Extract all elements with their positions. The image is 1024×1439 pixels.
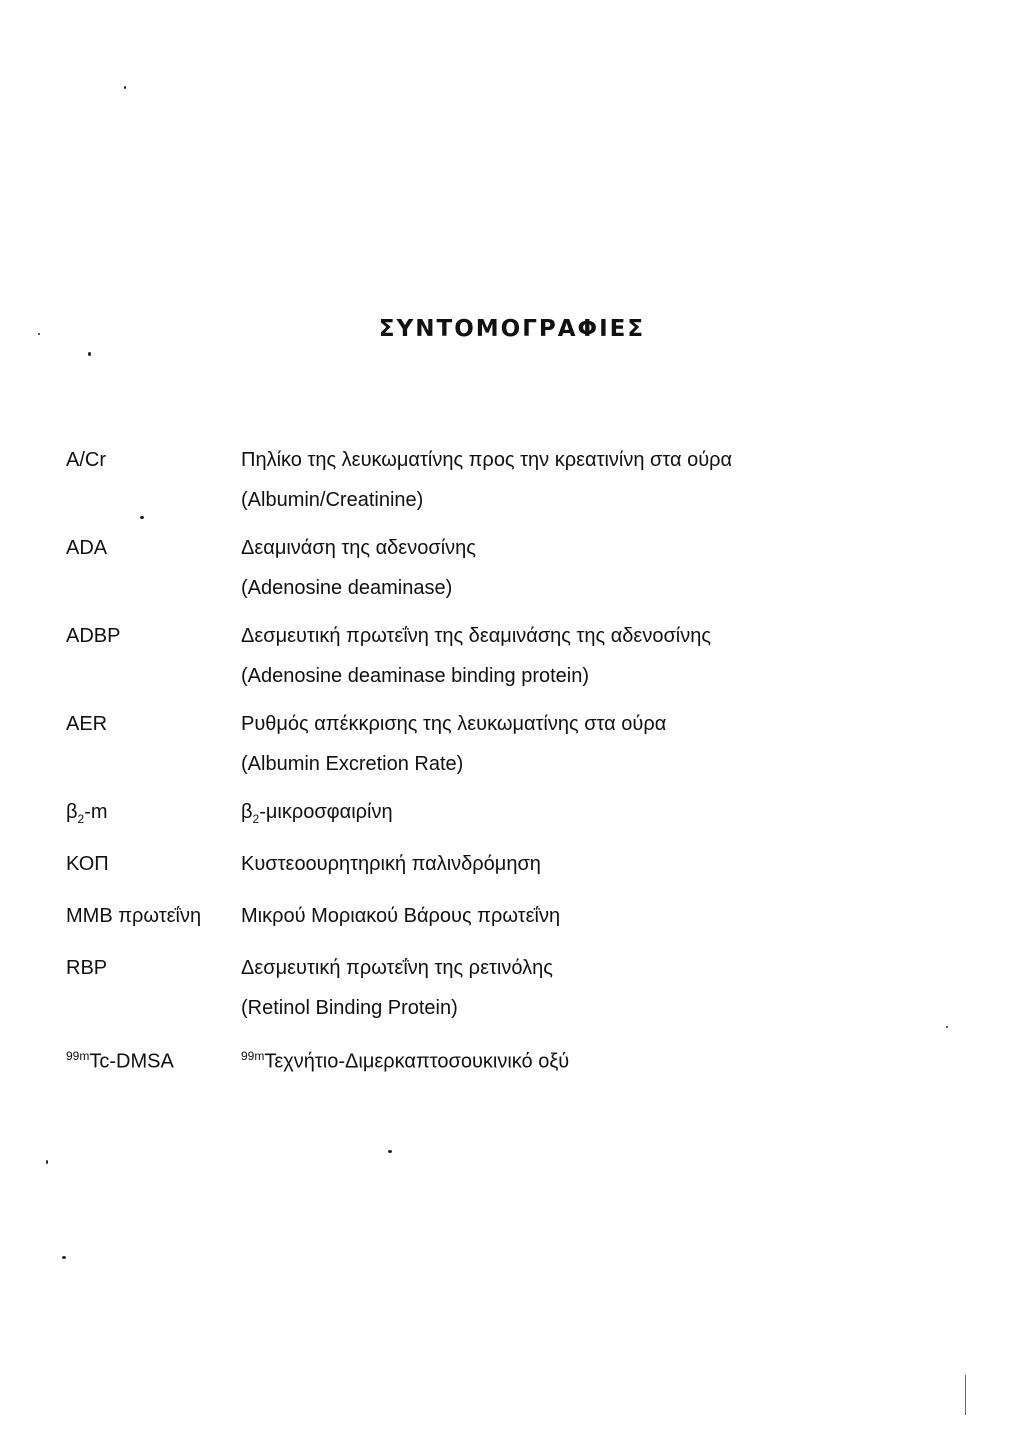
definition-rest: Τεχνήτιο-Διμερκαπτοσουκινικό οξύ bbox=[264, 1050, 570, 1073]
list-item bbox=[66, 704, 966, 792]
scan-line bbox=[965, 1375, 966, 1415]
definition bbox=[241, 528, 966, 608]
list-item bbox=[66, 896, 966, 948]
scan-speck bbox=[62, 1256, 66, 1259]
definition-superscript: 99m bbox=[241, 1049, 265, 1063]
abbreviation-rest: Tc-DMSA bbox=[89, 1050, 174, 1073]
definition-greek: Μικρού Μοριακού Βάρους πρωτεΐνη bbox=[241, 905, 561, 927]
definition bbox=[241, 948, 966, 1028]
definition bbox=[241, 704, 966, 784]
definition-english: (Adenosine deaminase) bbox=[241, 577, 453, 599]
abbreviation: ΚΟΠ bbox=[66, 853, 109, 875]
definition-english: (Albumin Excretion Rate) bbox=[241, 753, 464, 775]
definition bbox=[241, 440, 966, 520]
list-item bbox=[66, 440, 966, 528]
abbreviation: MMB πρωτεΐνη bbox=[66, 905, 202, 927]
definition-base: β bbox=[241, 801, 253, 823]
scan-speck bbox=[140, 516, 144, 519]
list-item bbox=[66, 948, 966, 1036]
definition-greek bbox=[241, 1036, 966, 1082]
page-title: ΣΥΝΤΟΜΟΓΡΑΦΙΕΣ bbox=[378, 316, 646, 342]
scan-speck bbox=[946, 1026, 948, 1028]
definition-greek: Δεσμευτική πρωτεΐνη της ρετινόλης bbox=[241, 957, 553, 979]
list-item bbox=[66, 1036, 966, 1088]
definition bbox=[241, 896, 966, 936]
definition-greek: Κυστεοουρητηρική παλινδρόμηση bbox=[241, 853, 541, 875]
list-item bbox=[66, 792, 966, 844]
list-item bbox=[66, 844, 966, 896]
scan-speck bbox=[46, 1160, 48, 1164]
scan-speck bbox=[38, 333, 40, 335]
definition-greek: Πηλίκο της λευκωματίνης προς την κρεατινίνη στα ούρα bbox=[241, 449, 733, 471]
abbreviation-superscript: 99m bbox=[66, 1049, 90, 1063]
definition-greek bbox=[241, 792, 966, 839]
scan-speck bbox=[88, 352, 91, 356]
abbreviation-base: β bbox=[66, 801, 78, 823]
abbreviation: RBP bbox=[66, 957, 108, 979]
definition-rest: -μικροσφαιρίνη bbox=[259, 801, 393, 823]
abbreviation: AER bbox=[66, 713, 108, 735]
abbreviation-list bbox=[66, 440, 966, 1088]
definition-english: (Retinol Binding Protein) bbox=[241, 997, 458, 1019]
abbreviation-subscript: 2 bbox=[77, 812, 85, 826]
definition-greek: Δεαμινάση της αδενοσίνης bbox=[241, 537, 476, 559]
abbreviation: ADBP bbox=[66, 625, 121, 647]
list-item bbox=[66, 616, 966, 704]
definition bbox=[241, 1036, 966, 1082]
definition bbox=[241, 792, 966, 839]
abbreviation: ADA bbox=[66, 537, 108, 559]
abbreviation bbox=[66, 1036, 174, 1082]
abbreviation-rest: -m bbox=[84, 801, 108, 823]
scan-speck bbox=[388, 1150, 392, 1153]
definition-greek: Ρυθμός απέκκρισης της λευκωματίνης στα ούρα bbox=[241, 713, 667, 735]
list-item bbox=[66, 528, 966, 616]
scan-speck bbox=[124, 86, 126, 89]
definition bbox=[241, 844, 966, 884]
abbreviation bbox=[66, 792, 108, 839]
definition-greek: Δεσμευτική πρωτεΐνη της δεαμινάσης της αδενοσίνης bbox=[241, 625, 711, 647]
definition-english: (Albumin/Creatinine) bbox=[241, 489, 424, 511]
definition-subscript: 2 bbox=[252, 812, 260, 826]
definition bbox=[241, 616, 966, 696]
abbreviation: A/Cr bbox=[66, 449, 106, 471]
definition-english: (Adenosine deaminase binding protein) bbox=[241, 665, 590, 687]
